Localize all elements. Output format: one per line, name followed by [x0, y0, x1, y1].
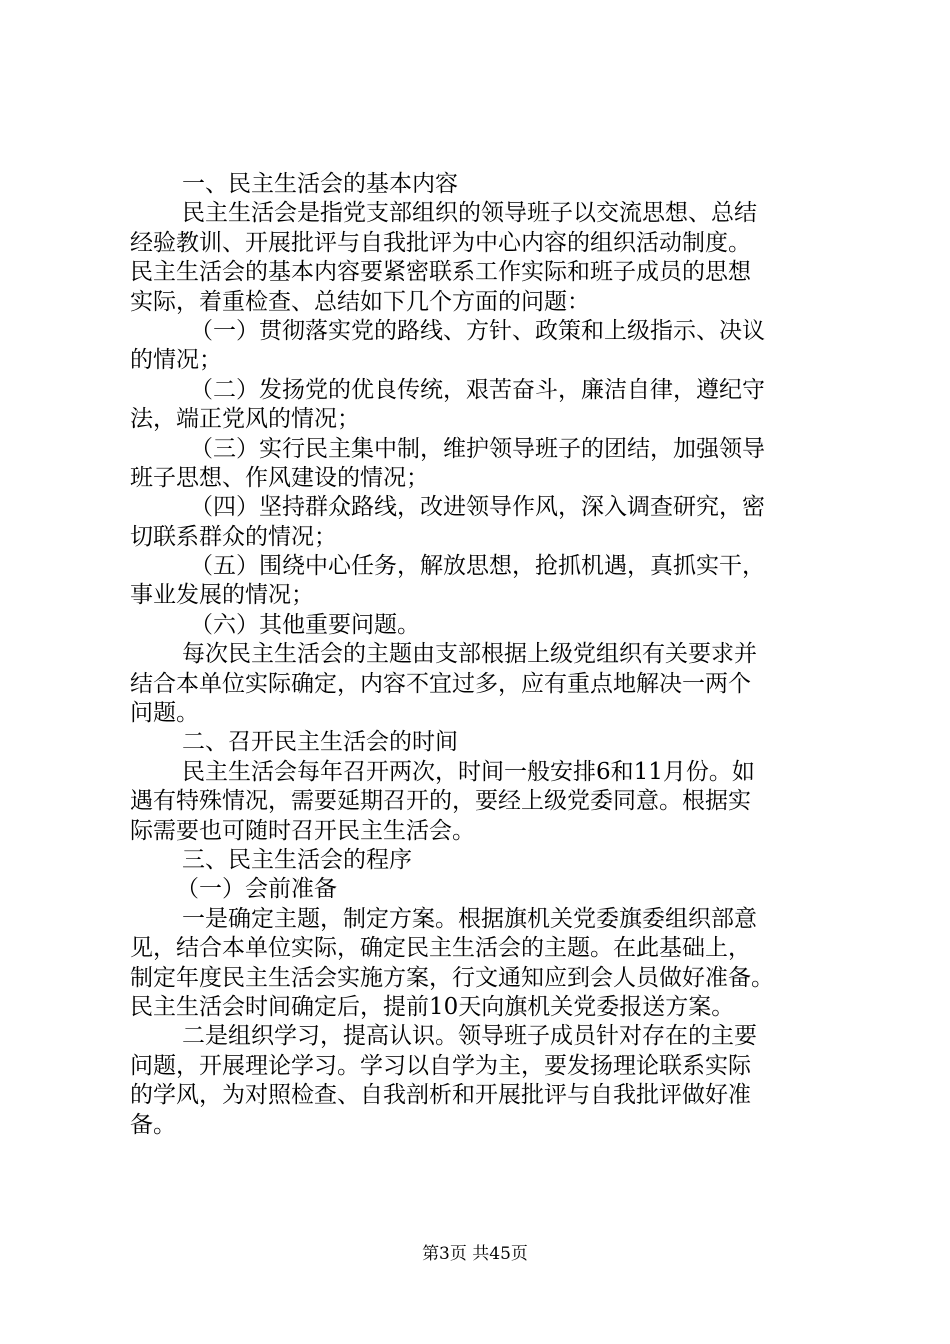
page-number-footer: 第3页 共45页: [422, 1244, 528, 1264]
paragraph-line: 结合本单位实际确定，内容不宜过多，应有重点地解决一两个: [130, 670, 751, 697]
paragraph-line: 一是确定主题，制定方案。根据旗机关党委旗委组织部意: [182, 905, 757, 932]
paragraph-line: 的学风，为对照检查、自我剖析和开展批评与自我批评做好准: [130, 1082, 751, 1109]
paragraph-line: 问题。: [130, 700, 199, 727]
section-heading: 一、民主生活会的基本内容: [182, 171, 458, 197]
list-item-line: 班子思想、作风建设的情况；: [130, 464, 429, 491]
paragraph-line: 备。: [130, 1111, 176, 1138]
paragraph-line: 民主生活会的基本内容要紧密联系工作实际和班子成员的思想: [130, 259, 751, 286]
paragraph-line: 实际，着重检查、总结如下几个方面的问题：: [130, 288, 590, 315]
list-item-line: 法，端正党风的情况；: [130, 406, 360, 433]
list-item-line: （五）围绕中心任务，解放思想，抢抓机遇，真抓实干，: [190, 553, 765, 580]
paragraph-line: 问题，开展理论学习。学习以自学为主，要发扬理论联系实际: [130, 1052, 751, 1079]
list-item-line: （四）坚持群众路线，改进领导作风，深入调查研究，密: [190, 494, 765, 521]
paragraph-line: 每次民主生活会的主题由支部根据上级党组织有关要求并: [182, 641, 757, 668]
paragraph-line: 二是组织学习，提高认识。领导班子成员针对存在的主要: [182, 1023, 757, 1050]
paragraph-line: 制定年度民主生活会实施方案，行文通知应到会人员做好准备。: [130, 964, 774, 991]
paragraph-line: 遇有特殊情况，需要延期召开的，要经上级党委同意。根据实: [130, 788, 751, 815]
paragraph-line: 见，结合本单位实际，确定民主生活会的主题。在此基础上，: [130, 935, 751, 962]
paragraph-line: 民主生活会每年召开两次，时间一般安排6和11月份。如: [182, 758, 755, 785]
paragraph-line: 民主生活会时间确定后，提前10天向旗机关党委报送方案。: [130, 993, 735, 1020]
subsection-heading: （一）会前准备: [176, 876, 337, 903]
paragraph-line: 际需要也可随时召开民主生活会。: [130, 817, 475, 844]
section-heading: 三、民主生活会的程序: [182, 846, 412, 873]
document-body: [130, 170, 830, 1140]
section-heading: 二、召开民主生活会的时间: [182, 729, 458, 756]
list-item-line: （二）发扬党的优良传统，艰苦奋斗，廉洁自律，遵纪守: [190, 376, 765, 403]
paragraph-line: 民主生活会是指党支部组织的领导班子以交流思想、总结: [182, 200, 757, 227]
paragraph-line: 经验教训、开展批评与自我批评为中心内容的组织活动制度。: [130, 229, 751, 256]
list-item-line: 的情况；: [130, 347, 222, 374]
list-item-line: 切联系群众的情况；: [130, 523, 337, 550]
list-item-line: 事业发展的情况；: [130, 582, 314, 609]
list-item-line: （三）实行民主集中制，维护领导班子的团结，加强领导: [190, 435, 765, 462]
list-item-line: （六）其他重要问题。: [190, 611, 420, 638]
list-item-line: （一）贯彻落实党的路线、方针、政策和上级指示、决议: [190, 317, 765, 344]
